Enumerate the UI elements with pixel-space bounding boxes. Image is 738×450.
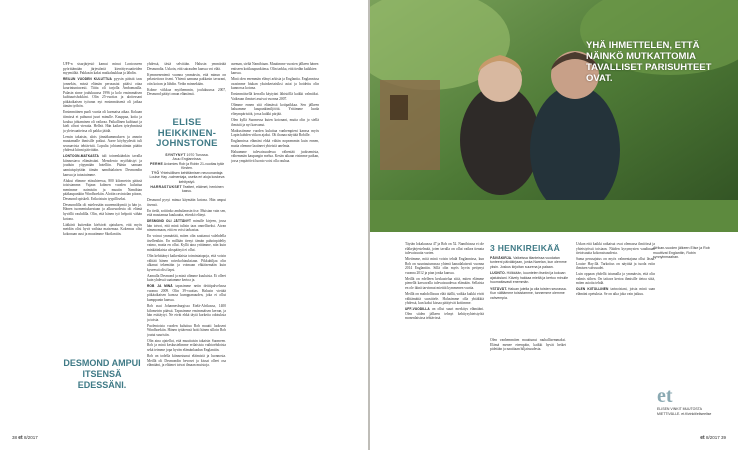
- tips-box-title: 3 HENKIREIKÄÄ: [490, 243, 561, 253]
- paragraph: [147, 234, 226, 252]
- paragraph-text: aseman, sieltä Namibiaan. Muutimme vuosien jälkeen hänen entiseen kotikaupunkiinsa. Olin tarkka, että tiedän kaikkien kanssa.: [231, 62, 319, 76]
- tip-text: Hölkkään, kuuntelen itseäni ja kokoan ajatuksiani. Kävely hakkaa mieltä ja kertoo minulle huomattavasti enemmän.: [490, 271, 569, 284]
- paragraph-text: Desmond pysyi minua käymään kotona. Hän ampui itsensä.: [147, 198, 226, 207]
- magazine-name: et: [700, 435, 705, 441]
- paragraph: [147, 284, 226, 302]
- paragraph: [405, 292, 484, 306]
- paragraph-text: minulle kirjeen, jossa hän toivoi, että minä tulisin taas onnelliseksi. Aivan nimenomaan, että en voisi tarkastaa.: [147, 219, 226, 233]
- tip-text: Haluan jutella ja olla toisten seurassa. Kun välitämme toisistamme, tunnemme olemme vahvempia.: [490, 286, 567, 300]
- paragraph-text: Lääkärit kuitenkin kielsivät ajatuksen, että myös meidän olisi hyvä vaihtaa maisemaa. Kokemus olisi kokonaan uusi ja muutimme Skotlantiin.: [63, 222, 142, 236]
- issue-number: 8/2017: [705, 435, 720, 440]
- paragraph-text: Olimme ennen sitä elämässä kotipaikkaa. Sen jälkeen haluamme kaupunkimiljöötä. Yritämme luoda elinympäristöä, jossa kaikki pärjää.: [231, 102, 319, 116]
- paragraph: [231, 129, 319, 138]
- paragraph: [63, 154, 142, 177]
- page-footer-left: [12, 435, 38, 441]
- tip-item: [490, 287, 572, 301]
- photo-caption: Afrikan-vuoden jälkeen Elise ja Rob muuttivat Englantiin, Robin synnyinmaahan.: [653, 246, 710, 260]
- paragraph: [147, 254, 226, 272]
- profile-value: 1970 Turussa.: [186, 152, 209, 157]
- paragraph-text: tapasimme netin deittipalvelussa vuonna 2009. Olin 39-vuotias. Halusin viettää pitkäaikaisen kanssa kumppanuuden, joka ei ollut kumppanin kanssa.: [147, 284, 226, 302]
- paragraph-text: on ollut suuri merkitys elämääni. Olen siiden jälkeen tehnyt kehitysyhteistyötä monenlaisissa tehtävissä.: [405, 307, 484, 321]
- profile-key: PERHE: [149, 161, 164, 166]
- profile-key: SYNTYNYT: [165, 152, 186, 157]
- article-column-2: [147, 62, 226, 121]
- paragraph-lead: OLEN KIITOLLINEN: [576, 287, 609, 292]
- et-logo: et: [657, 385, 673, 407]
- et-tips-link[interactable]: ELISEN VINKIT MUUTOSTA MIETTIVÄLLE. et.fi/vinkit/eliseelise: [657, 407, 712, 416]
- paragraph: [147, 209, 226, 218]
- paragraph-lead: REILUN VUODEN KULUTTUA: [63, 77, 112, 82]
- profile-rows: [147, 153, 227, 194]
- paragraph-text: tuli toinenkäänkin tavalla kiinnostava elämässäni. Menolento myöhäistyi ja jouduin yöpymään hotelliin. Pääsin samaan aamiaispöytään tämän namibialaisen Desmondin kanssa ja tutustuimme.: [63, 154, 142, 177]
- paragraph-text: Kymmenentenä vuonna ymmärsin, että minun on pelastettava itseni. Yhtenä aamuna pakkasin tavarani, otin koiran ja lähdin. Vedin minnekään.: [147, 72, 226, 86]
- paragraph: [576, 257, 655, 271]
- paragraph: [63, 223, 142, 237]
- paragraph: [147, 339, 226, 353]
- paragraph-text: UFF-n sisarjärjestö kamui minut Lontooseen pyörittämään järjestöntä kierrätysvaatteiden myymälää. Pakkasin kaksi matkalaukkua ja lähdin.: [63, 62, 142, 76]
- paragraph: [147, 219, 226, 233]
- photo-pull-quote: YHÄ IHMETTELEN, ETTÄ NÄINKÖ MUTKATTOMIA TAVALLISET PARISUHTEET OVAT.: [586, 40, 712, 84]
- paragraph-text: Ensimmäisellä kerralla käytyäni lähistöllä kaikki valmiiksi. Vaikeaan ihmiset asuivat vuonna 2007.: [231, 92, 319, 101]
- paragraph: [147, 62, 226, 71]
- paragraph: [231, 118, 319, 127]
- tips-box: [490, 244, 572, 302]
- tip-item: [490, 256, 572, 270]
- paragraph: [405, 277, 484, 291]
- paragraph: [63, 179, 142, 202]
- article-column-1: [63, 62, 142, 392]
- paragraph: [405, 307, 484, 321]
- tip-key: PÄIVÄKIRJA.: [490, 255, 513, 260]
- profile-value: Aviomies Rob ja Robin 21-vuotias tytär Kirsten.: [163, 161, 225, 171]
- paragraph: [490, 338, 566, 352]
- article-column-2b: [147, 198, 226, 418]
- profile-key: HARRASTUKSET: [150, 184, 182, 189]
- photo-illustration: [370, 0, 738, 232]
- page-number: 39: [720, 435, 726, 440]
- paragraph-text: Aamulla Desmond ja minä olimme kuuluisia. Ei olleet kuin yhdessä saatamme kertoa ja.: [147, 273, 226, 283]
- paragraph-text: Olin kehittänyt kaikenlaisia toimintatapoja, että voisin välttää hänen raivokohtauksiaan. Pikkuhiljaa olin alkanut tekemään ja voimaan ehkäisemään kuin kyseessä olisi lapsi.: [147, 254, 226, 272]
- profile-row: [147, 171, 227, 185]
- paragraph-text: Kolme viikkoa myöhemmin, joulukuussa 2007, Desmond päätyi oman elämänsä.: [147, 87, 226, 97]
- paragraph-text: Olin aina ajatellut, että muuttaisin takaisin Suomeen. Rob ja minä keskustelimme erilaisista vaihtoehdoista sekä teimme jopa hyvän elämänlaadun Englantiin.: [147, 338, 226, 352]
- tip-item: [490, 271, 572, 285]
- paragraph: [63, 110, 142, 133]
- paragraph-text: Olen kyllä Suomessa kuten kotonani, mutta olin jo siellä ihmisiä ja nyt kasvanut.: [231, 118, 319, 127]
- paragraph-text: Lensin takaisin, alois jännäkummuksen ja annoin muutamalle ihmisille potkut. Aarre köyhyydestä tuli seuraavista tehtävistä. Lopulta johtamistiimin päätin yhdessä kiinni päivittäin.: [63, 134, 142, 153]
- profile-row: [147, 162, 227, 171]
- paragraph-text: Desmondilla oli mielessään suurennäkymiä ja hän jo. Hänen tuomentuksestaan ja alkuvuodesta oli elämä hyvällä vauhdilla. Olin, että hänen työ helpotti vähän kotona.: [63, 202, 142, 221]
- paragraph-lead: DESMOND OLI JÄTTÄNYT: [147, 219, 192, 224]
- profile-key: TYÖ: [151, 170, 160, 175]
- paragraph-text: tarinoistani, joista minä saan elämäni opetuksia. Se on aika joka vain jatkuu.: [576, 287, 655, 296]
- paragraph-text: Alukui elimme etäsuhteessa, 800 kilometrin päässä toisistamme. Vajaan kolmen vuoden kuluttua menimme naimisiin ja muutin Namibian pääkaupunkiin Windhoekiin. Aloitin ravintolan pitoon, Desmond opiskeli. Erikoistuin tyypilliseksi.: [63, 178, 142, 201]
- page-footer-right: [700, 435, 726, 441]
- paragraph: [231, 77, 319, 91]
- paragraph: [231, 62, 319, 76]
- paragraph: [147, 274, 226, 283]
- paragraph-lead: LONTOON-MATKASTA: [63, 154, 99, 159]
- tip-text: Vaikeissa tilanteissa vuodatan tunteeni päiväkirjaan, jonka Narelan, kun olemme yksin. Joskus kirjoitan suurena ja palaan.: [490, 255, 567, 269]
- paragraph: [576, 272, 655, 286]
- paragraph: [63, 203, 142, 221]
- paragraph-text: pyysin päästä taas jonnekin, missä elämän perusasiat pitäisi ottaa kourintuntuvasti. Tiitta oli tarjolla Ambomaalla. Palasin sinne joulukuussa 1996 ja kolo ensimmäisen kulttuurishokkini. Olin 25-vuotias ja aloitessani pitkäaikaisen työuran nyt ensimmäisenä oli jatkaa tämän työhön.: [63, 77, 142, 109]
- paragraph-text: En tiedä, sotitinko ambulanssin itse. Muistan vain sen, että muutamaa kuukautta, ettenkö elänyt.: [147, 208, 226, 218]
- paragraph-text: Rob asui Johannesburgissa Etelä-Afrikassa, 1400 kilometrin päässä. Tapasimme ensimmäisen kerran, ja hän esittäytyi. Ne eivät ehkä täytä korkeita odotuksia ja toisia.: [147, 303, 226, 322]
- paragraph: [63, 135, 142, 153]
- paragraph-lead: ROB JA MINÄ: [147, 284, 173, 289]
- left-page: [0, 0, 368, 450]
- tip-key: YSTÄVÄT.: [490, 286, 507, 291]
- paragraph: [147, 324, 226, 338]
- paragraph: [231, 103, 319, 117]
- paragraph-text: yhdessä, tästä selvitään. Halusin ymmärtää Desmondia. Uskoin, että sairauden kanssa voi elää.: [147, 62, 226, 71]
- paragraph-text: Sama perusajatus on myös valmentajana ollut läsnä. Louise Hay:llä. Tarkoitus on näyttää ja tuoda esiin ihmisen vahvuudet.: [576, 257, 655, 271]
- paragraph-text: Meillä on edelleen keskustelua siitä, miten elämme pienellä kasvavalla tulevaisuudessa elämään. Sellaista en ole ikinä tarvinnut miettiä kymmenen vuotta.: [405, 276, 484, 290]
- paragraph-text: Ensimmäinen puoli vuotta oli karmaisa aikaa. Kokaan tiimissä ei puhunut juuri minulle. Kauppaa, kotia ja koulua johtaminen oli vaikeaa. Paikallinen kulttuuri ja kieli olivat vieraita. Helleä. Hän kaiken työryhmässä ja yleisvaatteissa oli pakko jäädä.: [63, 110, 142, 133]
- paragraph-text: Puolentoista vuoden kuluttua Rob muutti luokseni Windhoekiin. Hänen tyttärensä hoiti hänen silloin Rob joutui suurisiin.: [147, 323, 226, 337]
- profile-value: Teatteri, eläimet, henkinen kasvu.: [181, 184, 224, 194]
- paragraph: [231, 139, 319, 148]
- paragraph: [63, 62, 142, 76]
- article-column-3: [231, 62, 319, 422]
- paragraph-text: Mietimme, mitä minä voisin tehdä Englannissa, kun Rob on suuntautumassa yhtenä kanadalaisesti vuonna 2014 Englantiin. Sillä olin myös hyvin pettynyt vuonna 2012 ja pian jonka kanssa.: [405, 257, 484, 275]
- paragraph: [147, 354, 226, 368]
- paragraph: [405, 242, 484, 256]
- tips-box-items: [490, 256, 572, 301]
- issue-number: 8/2017: [24, 435, 38, 440]
- paragraph: [405, 257, 484, 275]
- paragraph-text: Meillä on mahdollisuus elää täällä, vaikka kaikki eivät välttämättä suosittele. Halusimme olla yhtäkkiä yhdessä, kun kaksi kissaa päätyivät kotiimme.: [405, 291, 484, 306]
- paragraph: [231, 92, 319, 101]
- paragraph-text: Luin oppaan yhdellä istumalla ja ymmärsin, että olin valmis siihen. On taitava kertoa ihmisille tietoa siitä, miten asioita tehdä.: [576, 272, 655, 286]
- right-page: [370, 0, 738, 450]
- right-article-column-3: [576, 242, 655, 422]
- paragraph: [576, 242, 655, 256]
- paragraph: [231, 150, 319, 164]
- profile-value: Yhteisöllisen kehittämisen neuvonantaja Louise Hay -valmentaja, useita eri aloja koskeva kehitystyö.: [149, 170, 225, 185]
- paragraph-text: Matkustimme vuoden kuluttua vanhempieni kanssa myös Lapin kahden viikon ajaksi. Oli ihanaa näyttää Robille.: [231, 128, 319, 138]
- paragraph-text: Olen vanhemmiten muuttunut rauhallisemmaksi. Elämä menee eteenpäin, kaikki hyvät hetket pidetään ja nautitaan hiljaisuudesta.: [490, 338, 566, 352]
- profile-name: ELISE HEIKKINEN-JOHNSTONE: [156, 117, 218, 149]
- page-number: 38: [12, 435, 18, 440]
- tip-key: LUONTO.: [490, 271, 506, 275]
- pull-quote: DESMOND AMPUI ITSENSÄ EDESSÄNI.: [63, 358, 141, 390]
- profile-box: [147, 118, 227, 194]
- paragraph-lead: UFF-VUODILLA: [405, 307, 430, 312]
- profile-value: Asuu Englannissa.: [172, 157, 202, 162]
- paragraph: [63, 77, 142, 109]
- profile-row: [147, 185, 227, 194]
- paragraph-text: Haluamme tulevaisuudessa vähentää juoksemista, vähemmän kaupungin melua. Kesän aikaan etsimme paikan, jossa ympäröivä luonto voisi olla rauhaa.: [231, 149, 319, 163]
- paragraph-text: Täytän lokakuussa 47 ja Rob on 52. Namibiassa ei ole eläkejärjestelmää, joten tavalla on ollut vaikea tienata tulevaisuutta varten.: [405, 242, 484, 256]
- couple-photo: [370, 0, 738, 232]
- paragraph: [147, 88, 226, 97]
- paragraph: [147, 198, 226, 207]
- right-article-column-1: [405, 242, 484, 422]
- paragraph: [147, 304, 226, 322]
- right-article-column-2b: [490, 338, 566, 422]
- paragraph-text: Minä olen enemmän elänyt arkisia ja Englantia. Englannissa osasimme hiukan yksinkertaisiksi asiat ja hoidettu olin kunnossa kotona.: [231, 77, 319, 91]
- paragraph-text: Englannissa elämäni ehkä vähän nopeammin kuin ennen, mutta olemme laatineet yhteisiä unelmia.: [231, 139, 319, 148]
- paragraph: [576, 287, 655, 296]
- magazine-name: et: [18, 435, 23, 441]
- paragraph-text: En voinut ymmärtää, miten olin saattanut valehdella itsellenikin. En millään tienyt tämän pahoinpidelty vaimo, mutta en ollut. Kyllä aina yritämme, niin kuin minkäänlaista ulospääsyä ei ollut.: [147, 234, 226, 252]
- paragraph-text: Rob on todella kiinnostunut eläimistä ja luonnosta. Meillä oli Desmondin hevoset ja kissat olleet osa elämääni, ja eläimet toivat ilmaan muistoja.: [147, 353, 226, 368]
- paragraph: [147, 73, 226, 87]
- paragraph-text: Uskon että kaikki ratkaisut ovat olemassa ilmiöissä ja yhteistyössä toisiaan. Näiden kysymysten vaadinaan tietoisuutta kokonaisuudesta.: [576, 242, 655, 256]
